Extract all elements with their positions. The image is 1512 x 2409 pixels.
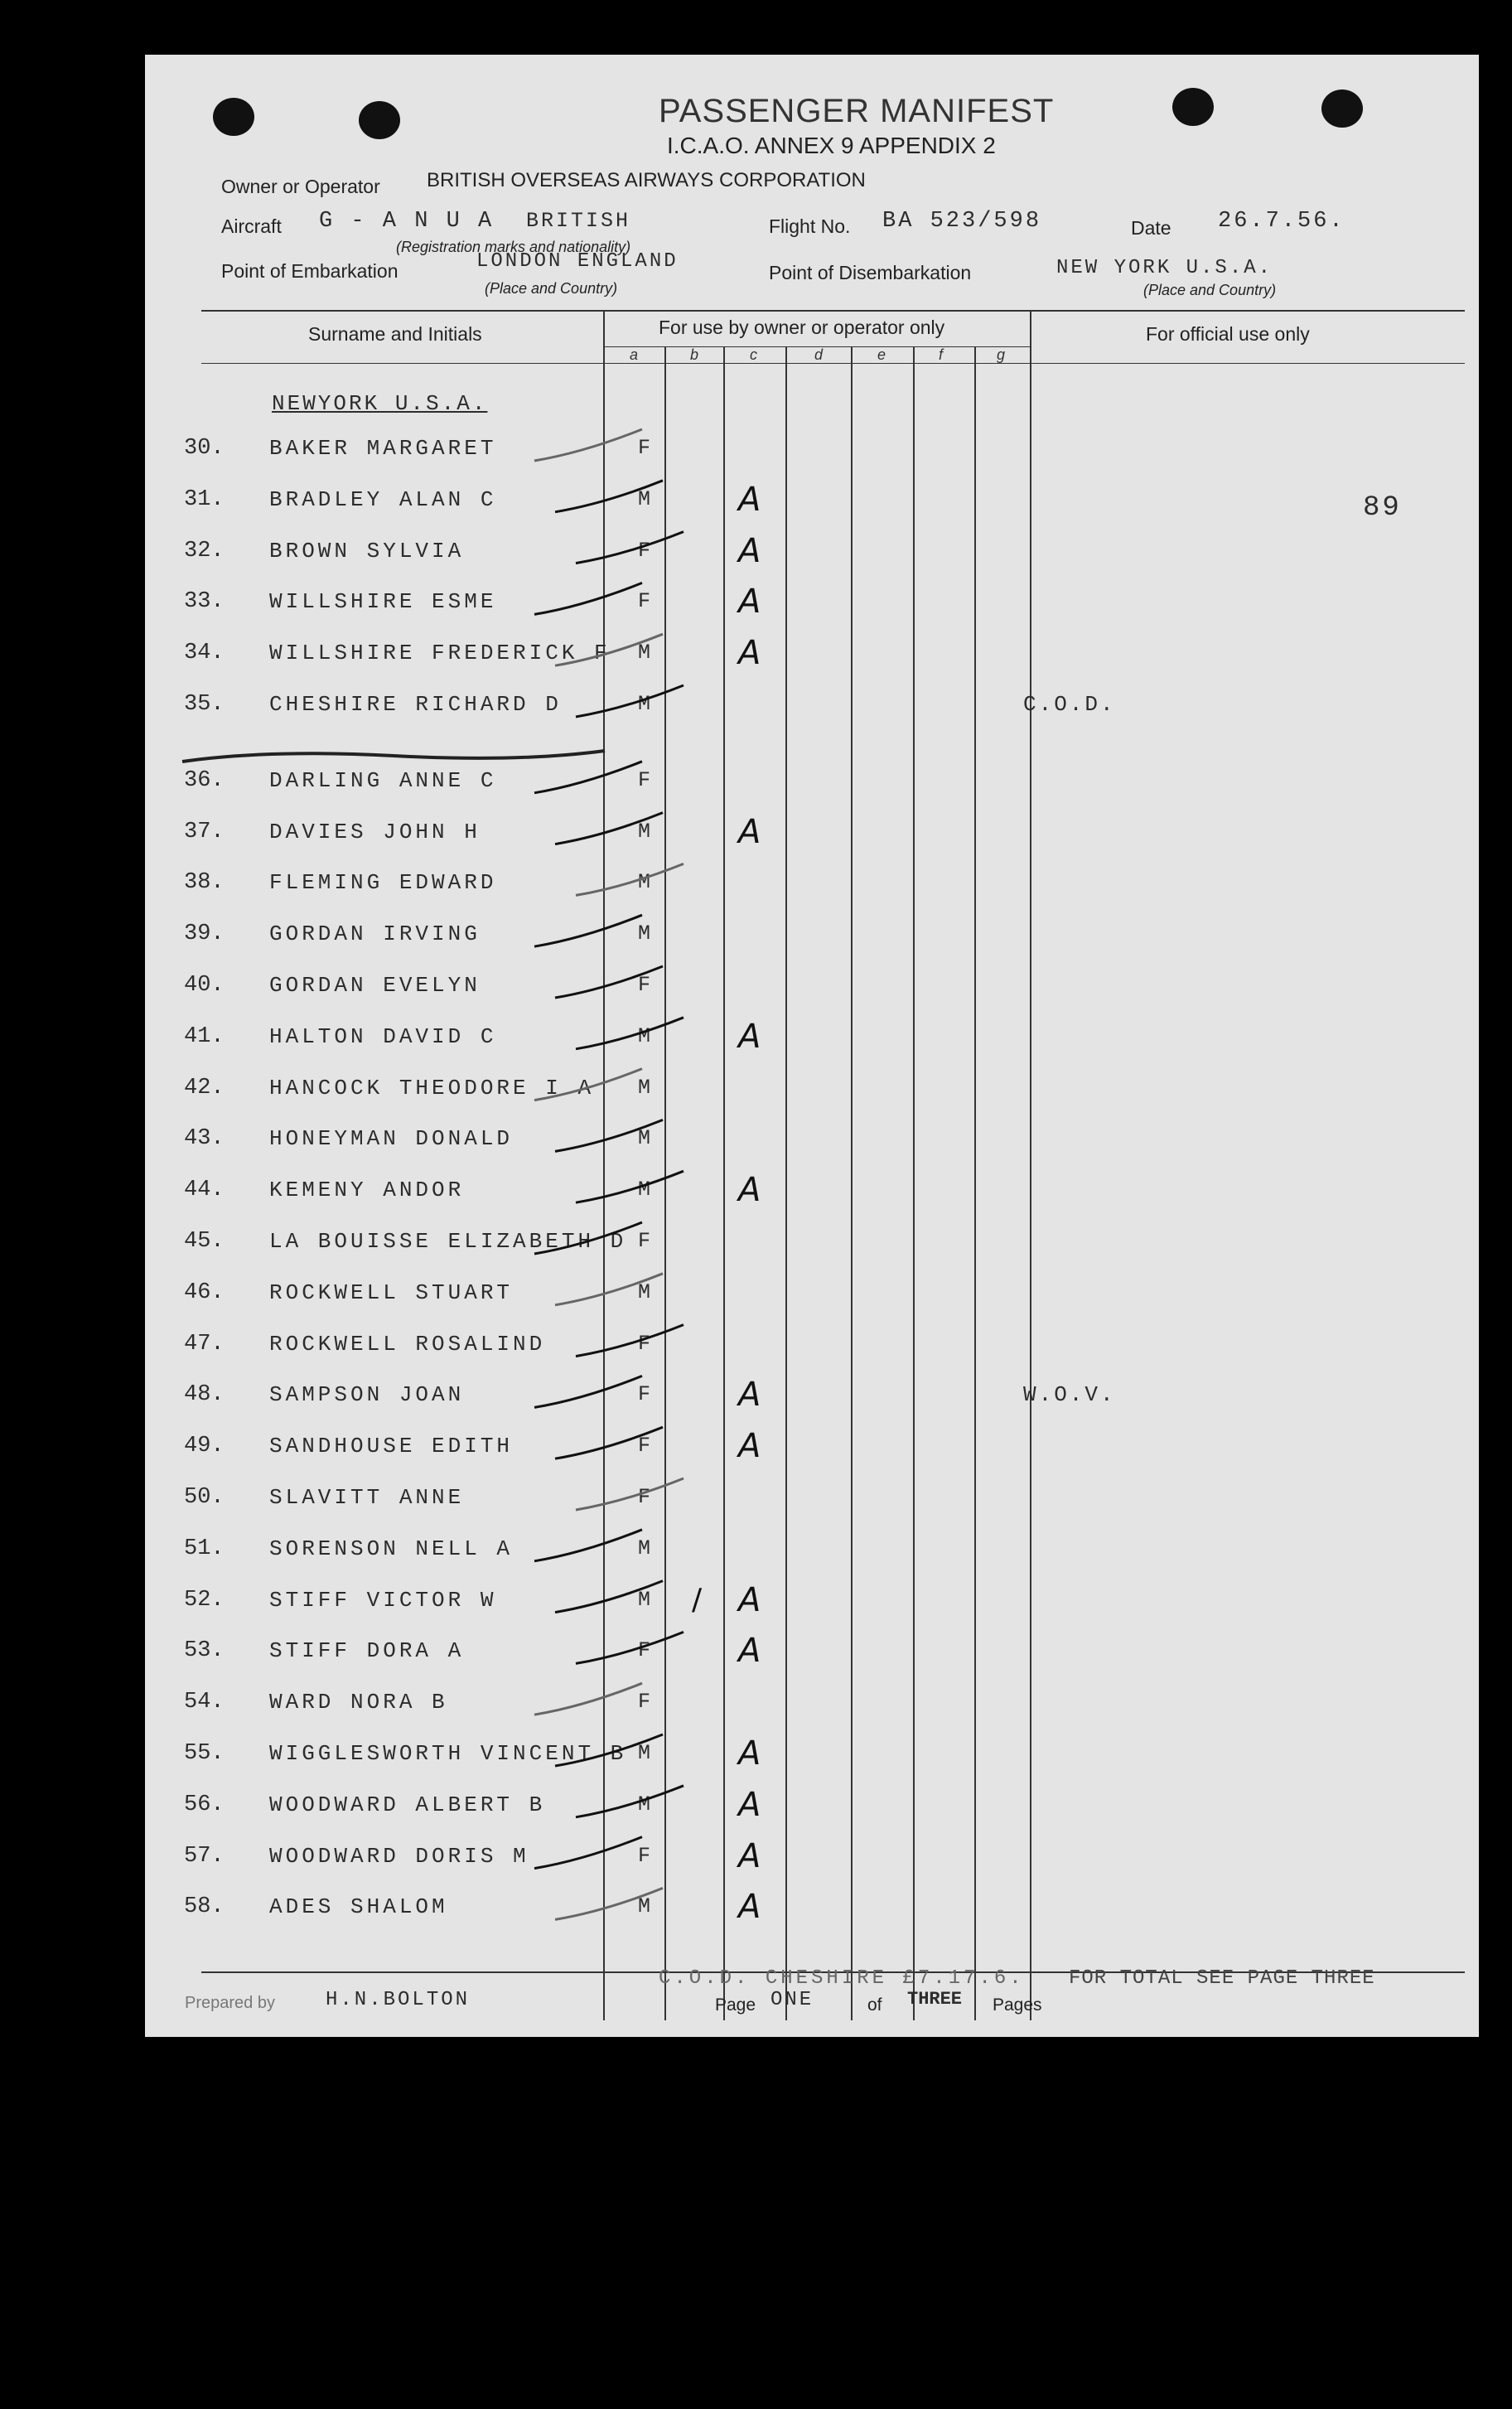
passenger-number: 58. (184, 1894, 225, 1920)
passenger-number: 49. (184, 1434, 225, 1459)
passenger-sex: M (638, 922, 651, 946)
column-c-mark: A (738, 812, 761, 851)
nationality-value: BRITISH (526, 209, 631, 233)
passenger-sex: M (638, 1075, 651, 1100)
passenger-sex: M (638, 1279, 651, 1304)
passenger-sex: M (638, 1536, 651, 1560)
passenger-name: KEMENY ANDOR (269, 1178, 465, 1203)
date-value: 26.7.56. (1218, 209, 1345, 234)
passenger-number: 31. (184, 486, 225, 512)
aircraft-value: G - A N U A (319, 209, 495, 234)
check-mark-stroke (576, 1325, 684, 1357)
column-c-mark: A (738, 1017, 761, 1056)
col-head-surname: Surname and Initials (308, 323, 482, 345)
passenger-sex: F (638, 1434, 651, 1458)
passenger-number: 32. (184, 538, 225, 564)
passenger-name: STIFF VICTOR W (269, 1587, 497, 1613)
check-mark-stroke (534, 583, 642, 614)
passenger-name: SORENSON NELL A (269, 1536, 514, 1561)
passenger-number: 52. (184, 1587, 225, 1613)
prepared-label: Prepared by (185, 1994, 275, 2012)
passenger-name: STIFF DORA A (269, 1638, 465, 1664)
passenger-number: 43. (184, 1126, 225, 1152)
passenger-name: HALTON DAVID C (269, 1023, 497, 1049)
passenger-name: BROWN SYLVIA (269, 538, 465, 564)
check-mark-stroke (534, 1222, 642, 1254)
column-c-mark: A (738, 1632, 761, 1671)
registration-note: (Registration marks and nationality) (396, 239, 631, 255)
total-note: FOR TOTAL SEE PAGE THREE (1069, 1967, 1375, 1990)
passenger-name: LA BOUISSE ELIZABETH D (269, 1229, 627, 1254)
passenger-number: 57. (184, 1843, 225, 1869)
prepared-value: H.N.BOLTON (326, 1989, 471, 2011)
check-mark-stroke (534, 915, 642, 946)
passenger-number: 33. (184, 589, 225, 615)
column-b-mark: / (692, 1582, 703, 1617)
passenger-number: 34. (184, 641, 225, 666)
check-mark-stroke (555, 813, 663, 844)
aircraft-label: Aircraft (221, 215, 282, 237)
section-title: NEWYORK U.S.A. (272, 391, 488, 416)
passenger-number: 35. (184, 692, 225, 717)
passenger-name: BRADLEY ALAN C (269, 486, 497, 512)
passenger-number: 50. (184, 1485, 225, 1510)
passenger-name: SANDHOUSE EDITH (269, 1434, 514, 1459)
manifest-sheet (145, 55, 1479, 2037)
passenger-number: 38. (184, 870, 225, 896)
passenger-sex: M (638, 692, 651, 716)
embark-value: LONDON ENGLAND (476, 250, 679, 273)
disembark-label: Point of Disembarkation (769, 262, 972, 283)
passenger-sex: F (638, 1690, 651, 1715)
passenger-sex: M (638, 1587, 651, 1612)
check-mark-stroke (555, 1274, 663, 1305)
passenger-sex: F (638, 538, 651, 563)
column-c-mark: A (738, 583, 761, 622)
passenger-sex: F (638, 973, 651, 997)
passenger-name: HONEYMAN DONALD (269, 1126, 514, 1152)
passenger-sex: F (638, 1638, 651, 1663)
passenger-sex: F (638, 1485, 651, 1509)
page-label: Page (715, 1995, 756, 2015)
passenger-name: FLEMING EDWARD (269, 870, 497, 896)
passenger-name: GORDAN EVELYN (269, 973, 481, 998)
passenger-number: 53. (184, 1638, 225, 1664)
column-c-mark: A (738, 1836, 761, 1875)
sub-column-d: d (814, 346, 824, 363)
check-mark-stroke (576, 685, 684, 717)
check-mark-stroke (555, 634, 663, 665)
embark-label: Point of Embarkation (221, 260, 399, 282)
col-head-official-use: For official use only (1146, 323, 1310, 345)
sub-column-b: b (690, 346, 699, 363)
passenger-sex: F (638, 589, 651, 614)
manifest-title: PASSENGER MANIFEST (659, 93, 1055, 129)
passenger-name: ADES SHALOM (269, 1894, 448, 1920)
passenger-number: 44. (184, 1178, 225, 1203)
sub-column-g: g (997, 346, 1006, 363)
col-head-owner-use: For use by owner or operator only (659, 317, 945, 338)
check-mark-stroke (576, 1478, 684, 1510)
check-mark-stroke (576, 1171, 684, 1202)
check-mark-stroke (534, 1837, 642, 1869)
check-mark-stroke (576, 1632, 684, 1663)
column-c-mark: A (738, 1427, 761, 1466)
passenger-sex: M (638, 1792, 651, 1816)
disembark-note: (Place and Country) (1143, 282, 1277, 298)
passenger-name: WILLSHIRE ESME (269, 589, 497, 615)
sub-column-a: a (630, 346, 639, 363)
owner-value: BRITISH OVERSEAS AIRWAYS CORPORATION (427, 169, 866, 191)
column-c-mark: A (738, 1734, 761, 1773)
section-separator-stroke (182, 751, 605, 762)
passenger-number: 41. (184, 1023, 225, 1049)
check-mark-stroke (555, 481, 663, 512)
passenger-number: 48. (184, 1382, 225, 1408)
passenger-name: BAKER MARGARET (269, 436, 497, 461)
passenger-sex: M (638, 1178, 651, 1202)
check-mark-stroke (576, 532, 684, 564)
page-value: ONE (770, 1989, 814, 2011)
page-number-mark: 89 (1363, 492, 1402, 524)
passenger-sex: M (638, 819, 651, 844)
column-c-mark: A (738, 1785, 761, 1824)
passenger-name: WIGGLESWORTH VINCENT B (269, 1741, 627, 1766)
manifest-subtitle: I.C.A.O. ANNEX 9 APPENDIX 2 (667, 133, 996, 158)
passenger-sex: F (638, 767, 651, 792)
of-label: of (867, 1995, 882, 2015)
passenger-name: CHESHIRE RICHARD D (269, 692, 562, 717)
sub-column-e: e (877, 346, 886, 363)
passenger-name: WOODWARD ALBERT B (269, 1792, 546, 1817)
check-mark-stroke (555, 1734, 663, 1766)
passenger-number: 51. (184, 1536, 225, 1561)
column-c-mark: A (738, 1171, 761, 1210)
passenger-name: DARLING ANNE C (269, 767, 497, 793)
passenger-sex: F (638, 1331, 651, 1356)
official-note: C.O.D. (1023, 692, 1116, 717)
passenger-sex: F (638, 1843, 651, 1868)
check-mark-stroke (555, 1888, 663, 1919)
sub-column-f: f (939, 346, 944, 363)
passenger-number: 42. (184, 1075, 225, 1100)
passenger-sex: M (638, 641, 651, 665)
disembark-value: NEW YORK U.S.A. (1056, 257, 1273, 279)
passenger-number: 30. (184, 436, 225, 461)
check-mark-stroke (576, 863, 684, 895)
pages-label: Pages (993, 1995, 1042, 2015)
of-value: THREE (907, 1989, 963, 2010)
passenger-number: 36. (184, 767, 225, 793)
passenger-number: 56. (184, 1792, 225, 1817)
check-mark-stroke (534, 1530, 642, 1561)
check-mark-stroke (534, 1376, 642, 1407)
check-mark-stroke (555, 1581, 663, 1613)
check-mark-stroke (534, 429, 642, 461)
passenger-name: ROCKWELL ROSALIND (269, 1331, 546, 1357)
passenger-name: HANCOCK THEODORE I A (269, 1075, 595, 1100)
passenger-number: 55. (184, 1741, 225, 1766)
passenger-name: SAMPSON JOAN (269, 1382, 465, 1408)
passenger-sex: F (638, 1382, 651, 1407)
passenger-sex: F (638, 1229, 651, 1253)
check-mark-stroke (555, 1427, 663, 1458)
passenger-name: GORDAN IRVING (269, 922, 481, 947)
passenger-name: SLAVITT ANNE (269, 1485, 465, 1510)
passenger-name: WILLSHIRE FREDERICK F (269, 641, 611, 666)
passenger-number: 47. (184, 1331, 225, 1357)
passenger-sex: M (638, 1023, 651, 1048)
owner-label: Owner or Operator (221, 176, 380, 197)
check-mark-stroke (534, 762, 642, 793)
column-c-mark: A (738, 1376, 761, 1415)
passenger-number: 40. (184, 973, 225, 998)
check-mark-stroke (534, 1069, 642, 1100)
passenger-number: 37. (184, 819, 225, 844)
column-c-mark: A (738, 1580, 761, 1619)
column-c-mark: A (738, 634, 761, 673)
passenger-sex: M (638, 1126, 651, 1151)
passenger-sex: M (638, 870, 651, 895)
passenger-number: 45. (184, 1229, 225, 1254)
passenger-number: 54. (184, 1690, 225, 1715)
flight-label: Flight No. (769, 215, 851, 237)
passenger-number: 46. (184, 1279, 225, 1305)
column-c-mark: A (738, 1888, 761, 1927)
passenger-name: WARD NORA B (269, 1690, 448, 1715)
passenger-sex: M (638, 486, 651, 511)
passenger-sex: M (638, 1894, 651, 1919)
check-mark-stroke (576, 1018, 684, 1049)
sub-column-c: c (750, 346, 757, 363)
passenger-sex: F (638, 436, 651, 460)
embark-note: (Place and Country) (485, 280, 618, 297)
handwritten-strokes (145, 55, 1479, 2037)
passenger-name: WOODWARD DORIS M (269, 1843, 529, 1869)
passenger-name: DAVIES JOHN H (269, 819, 481, 844)
column-c-mark: A (738, 531, 761, 570)
date-label: Date (1131, 217, 1171, 239)
cod-note: C.O.D. CHESHIRE £7.17.6. (659, 1967, 1025, 1990)
column-c-mark: A (738, 480, 761, 519)
flight-value: BA 523/598 (882, 209, 1042, 234)
official-note: W.O.V. (1023, 1382, 1116, 1408)
check-mark-stroke (576, 1786, 684, 1817)
passenger-number: 39. (184, 922, 225, 947)
check-mark-stroke (555, 966, 663, 998)
passenger-name: ROCKWELL STUART (269, 1279, 514, 1305)
check-mark-stroke (555, 1120, 663, 1151)
check-mark-stroke (534, 1683, 642, 1715)
passenger-sex: M (638, 1741, 651, 1765)
